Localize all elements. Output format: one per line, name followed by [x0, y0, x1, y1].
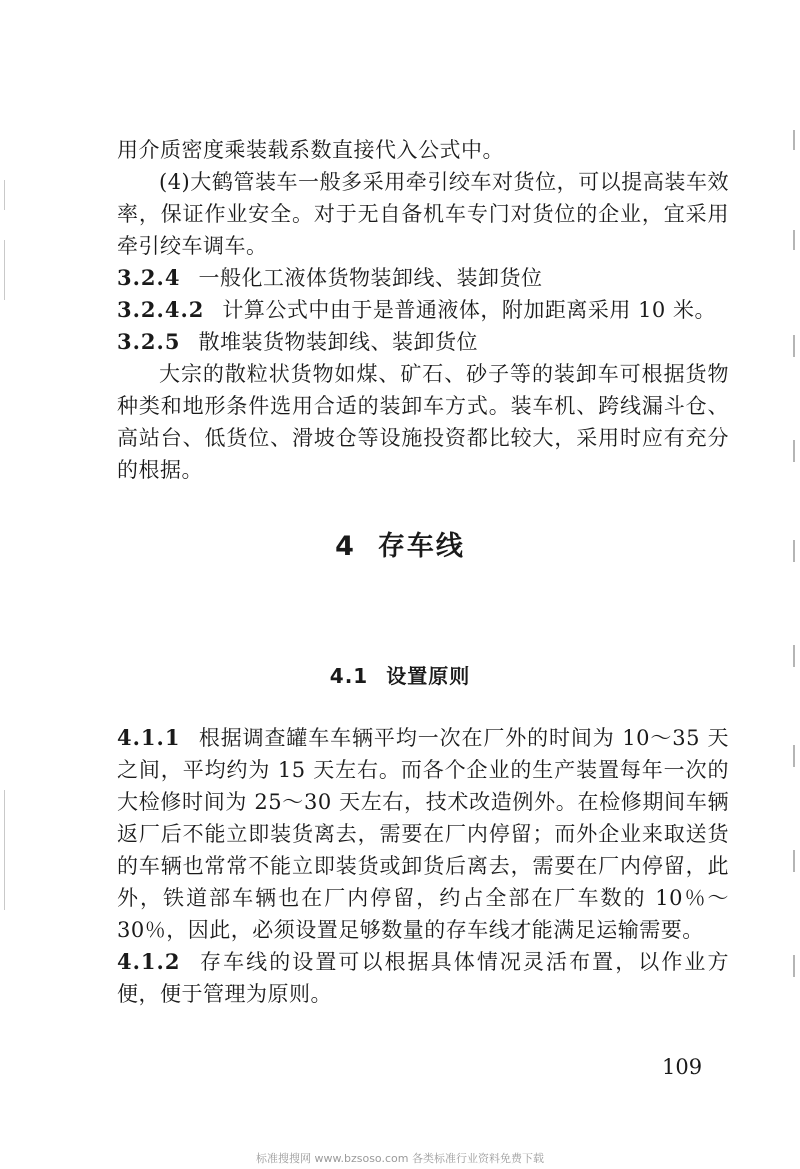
- paragraph: [117, 166, 729, 262]
- clause-text: 根据调查罐车车辆平均一次在厂外的时间为 10～35 天之间，平均约为 15 天左右。而各个企业的生产装置每年一次的大检修时间为 25～30 天左右，技术改造例外。在检修期间车辆返厂后不能立即装货离去，需要在厂内停留；而外企业来取送货的车辆也常常不能立即装货或卸货后离去，需要在厂内停留，此外，铁道部车辆也在厂内停留，约占全部在厂车数的 10％～30％，因此，必须设置足够数量的存车线才能满足运输需要。: [117, 726, 729, 942]
- section-number: 4.1: [329, 664, 369, 688]
- paragraph: [117, 134, 729, 166]
- scan-margin-mark: [793, 745, 795, 767]
- body-text-bottom: [117, 722, 729, 1010]
- clause-number: 3.2.4: [117, 265, 181, 290]
- clause-number: 3.2.4.2: [117, 297, 205, 322]
- scan-margin-mark: [793, 955, 795, 977]
- scan-margin-mark: [793, 335, 795, 357]
- paragraph: [117, 358, 729, 486]
- scan-margin-mark: [793, 130, 795, 150]
- scan-margin-mark: [4, 790, 5, 910]
- clause: [117, 294, 729, 326]
- scan-margin-mark: [4, 240, 5, 300]
- clause: [117, 326, 729, 358]
- chapter-heading: [0, 524, 800, 563]
- paragraph-text: (4)大鹤管装车一般多采用牵引绞车对货位，可以提高装车效率，保证作业安全。对于无自备机车专门对货位的企业，宜采用牵引绞车调车。: [117, 170, 729, 258]
- chapter-title: 存车线: [377, 531, 465, 562]
- clause: [117, 946, 729, 1010]
- clause-number: 4.1.2: [117, 949, 181, 974]
- clause-number: 4.1.1: [117, 725, 181, 750]
- chapter-number: 4: [335, 531, 356, 562]
- clause: [117, 722, 729, 946]
- scan-margin-mark: [793, 850, 795, 872]
- clause-number: 3.2.5: [117, 329, 181, 354]
- scan-margin-mark: [4, 180, 5, 210]
- section-title: 设置原则: [386, 664, 471, 688]
- scan-margin-mark: [793, 230, 795, 250]
- page-number: 109: [662, 1055, 703, 1079]
- clause: [117, 262, 729, 294]
- scan-margin-mark: [793, 440, 795, 462]
- paragraph-text: 用介质密度乘装载系数直接代入公式中。: [117, 138, 504, 162]
- paragraph-text: 大宗的散粒状货物如煤、矿石、砂子等的装卸车可根据货物种类和地形条件选用合适的装卸车方式。装车机、跨线漏斗仓、高站台、低货位、滑坡仓等设施投资都比较大，采用时应有充分的根据。: [117, 362, 729, 482]
- clause-text: 散堆装货物装卸线、装卸货位: [198, 330, 478, 354]
- clause-text: 计算公式中由于是普通液体，附加距离采用 10 米。: [222, 298, 716, 322]
- section-heading: [0, 660, 800, 689]
- body-text-top: [117, 134, 729, 486]
- clause-text: 存车线的设置可以根据具体情况灵活布置，以作业方便，便于管理为原则。: [117, 950, 729, 1006]
- clause-text: 一般化工液体货物装卸线、装卸货位: [198, 266, 543, 290]
- footer-watermark: 标准搜搜网 www.bzsoso.com 各类标准行业资料免费下载: [256, 1152, 544, 1165]
